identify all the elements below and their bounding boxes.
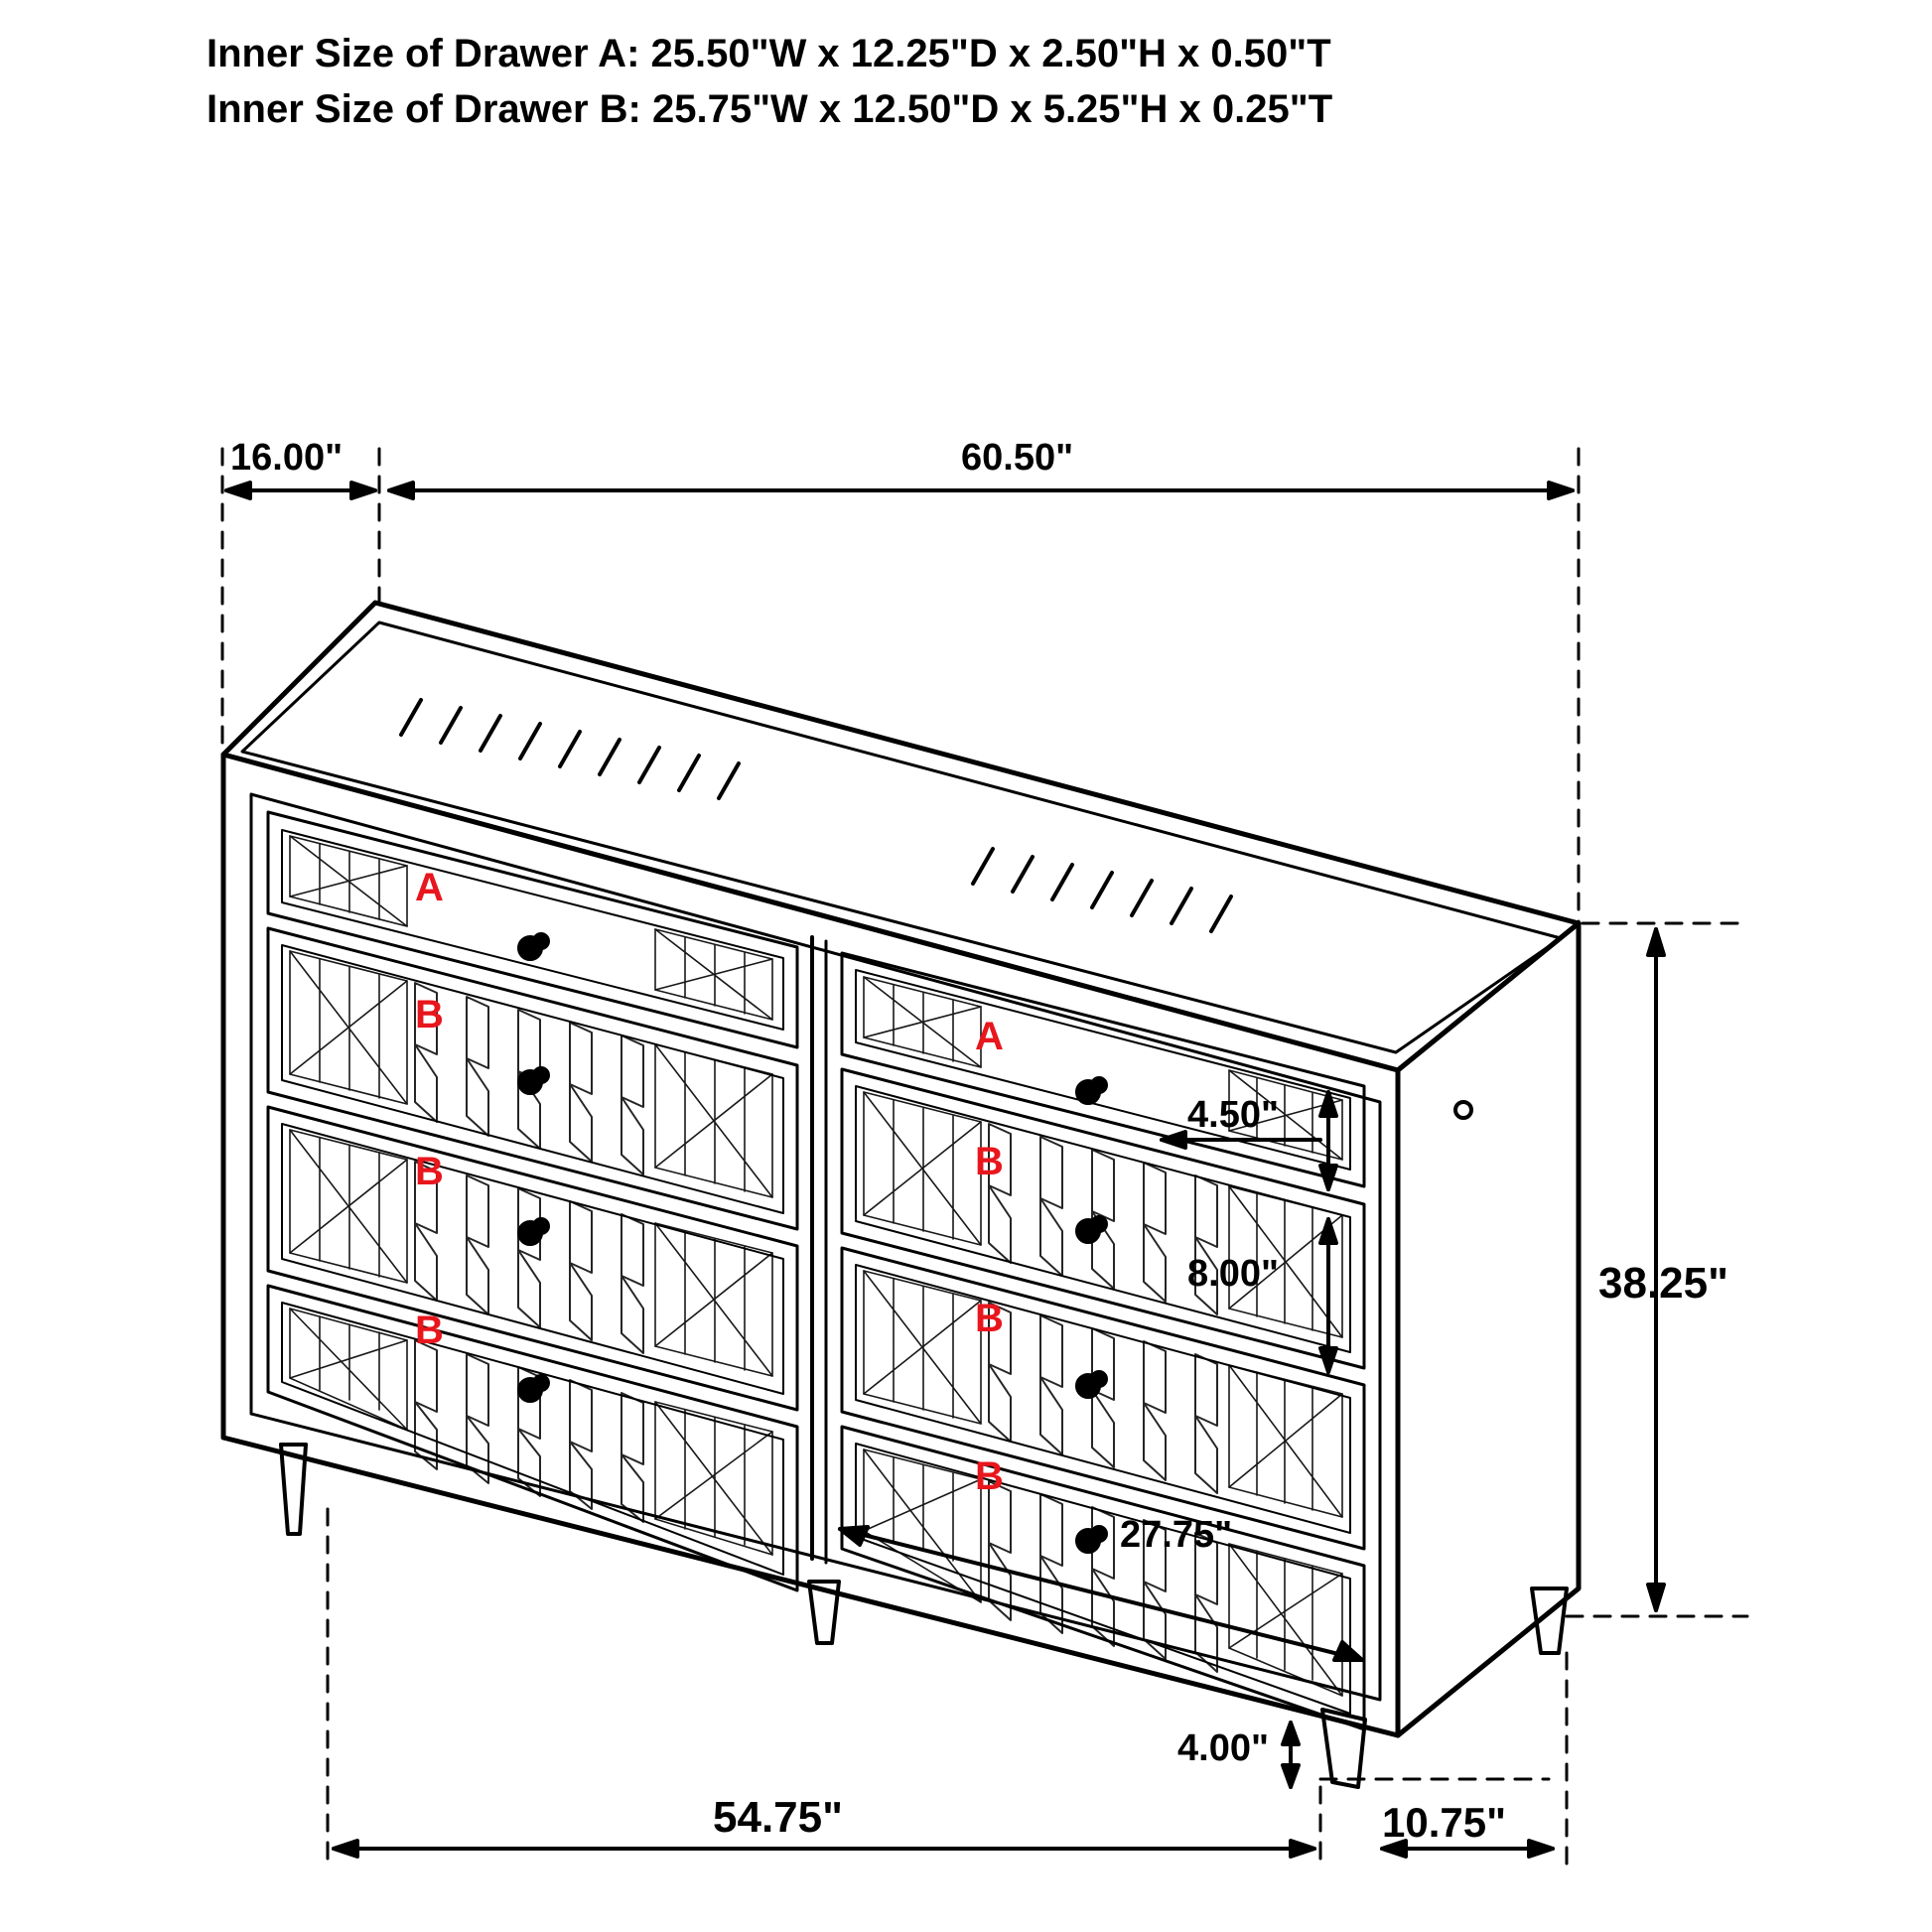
drawer-label-b2: B bbox=[415, 1150, 444, 1193]
drawer-a-spec-text: Inner Size of Drawer A: 25.50"W x 12.25"D x 2.50"H x 0.50"T bbox=[207, 32, 1331, 75]
drawer-label-a2: A bbox=[975, 1015, 1004, 1058]
drawer-label-b4: B bbox=[975, 1140, 1004, 1183]
drawer-label-b5: B bbox=[975, 1297, 1004, 1340]
dim-drawer-b-height: 8.00" bbox=[1187, 1253, 1279, 1295]
drawer-label-a1: A bbox=[415, 866, 444, 909]
dim-leg-height: 4.00" bbox=[1177, 1727, 1269, 1769]
drawer-label-b1: B bbox=[415, 993, 444, 1036]
dim-side-depth: 10.75" bbox=[1382, 1799, 1507, 1846]
drawer-b-spec-text: Inner Size of Drawer B: 25.75"W x 12.50"D x 5.25"H x 0.25"T bbox=[207, 87, 1333, 131]
dim-total-height: 38.25" bbox=[1598, 1259, 1728, 1308]
dim-front-width: 54.75" bbox=[713, 1793, 843, 1842]
drawer-label-b3: B bbox=[415, 1309, 444, 1352]
dim-width-top: 60.50" bbox=[961, 437, 1074, 479]
dim-depth-top-left: 16.00" bbox=[230, 437, 344, 479]
dim-drawer-a-height: 4.50" bbox=[1187, 1094, 1279, 1136]
drawer-label-b6: B bbox=[975, 1454, 1004, 1498]
dim-drawer-width: 27.75" bbox=[1120, 1514, 1233, 1556]
